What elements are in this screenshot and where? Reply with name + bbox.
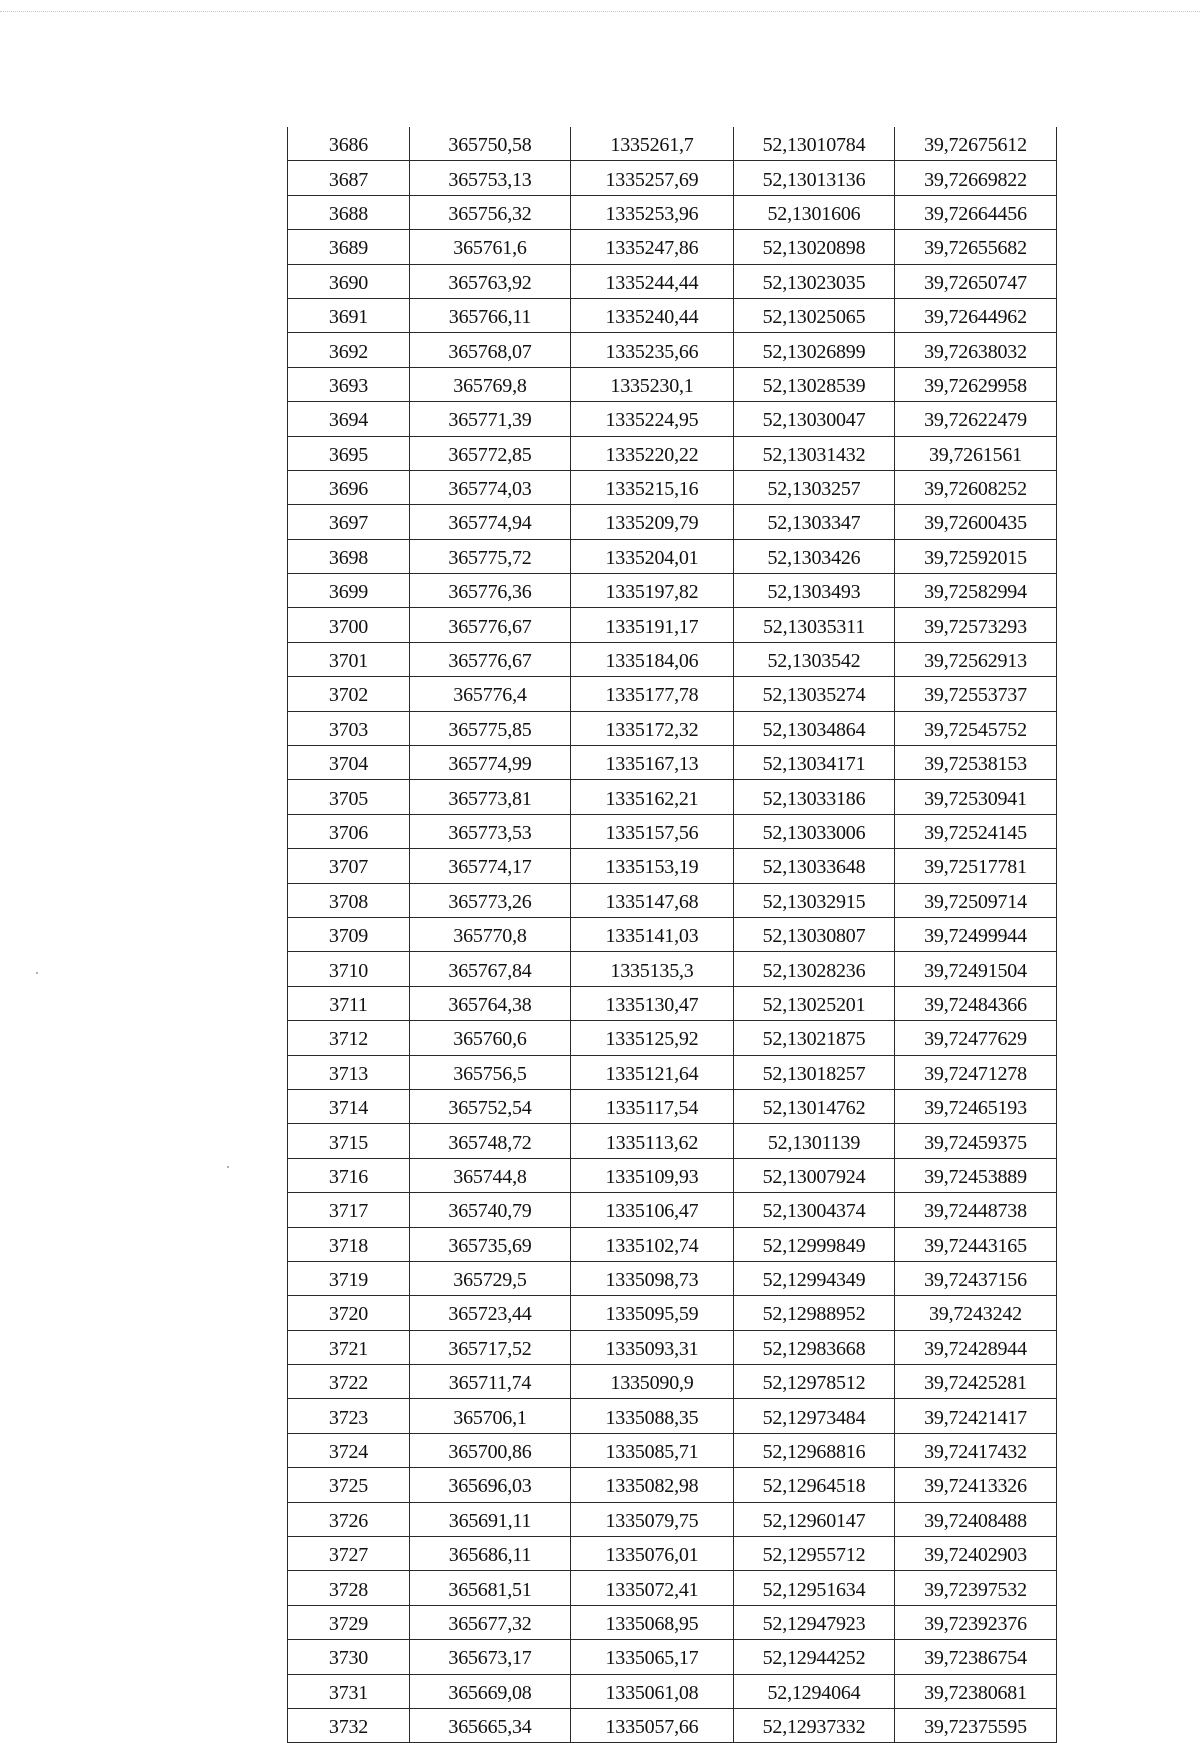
latitude-cell: 52,1301606 [734, 195, 895, 229]
longitude-cell: 39,72392376 [895, 1605, 1057, 1639]
point-number-cell: 3694 [288, 402, 410, 436]
latitude-cell: 52,12983668 [734, 1330, 895, 1364]
table-row [288, 986, 1057, 1020]
y-coordinate-cell: 1335177,78 [571, 677, 734, 711]
table-row [288, 1433, 1057, 1467]
x-coordinate-cell: 365748,72 [410, 1124, 571, 1158]
longitude-cell: 39,72397532 [895, 1571, 1057, 1605]
longitude-cell: 39,72421417 [895, 1399, 1057, 1433]
table-row [288, 264, 1057, 298]
latitude-cell: 52,13025201 [734, 986, 895, 1020]
point-number-cell: 3687 [288, 161, 410, 195]
point-number-cell: 3728 [288, 1571, 410, 1605]
latitude-cell: 52,13010784 [734, 127, 895, 161]
latitude-cell: 52,13034864 [734, 711, 895, 745]
longitude-cell: 39,72413326 [895, 1468, 1057, 1502]
point-number-cell: 3726 [288, 1502, 410, 1536]
x-coordinate-cell: 365696,03 [410, 1468, 571, 1502]
x-coordinate-cell: 365771,39 [410, 402, 571, 436]
latitude-cell: 52,1303493 [734, 574, 895, 608]
longitude-cell: 39,72443165 [895, 1227, 1057, 1261]
x-coordinate-cell: 365665,34 [410, 1708, 571, 1742]
point-number-cell: 3701 [288, 642, 410, 676]
coordinates-table-body [288, 127, 1057, 1743]
y-coordinate-cell: 1335197,82 [571, 574, 734, 608]
y-coordinate-cell: 1335068,95 [571, 1605, 734, 1639]
latitude-cell: 52,12955712 [734, 1537, 895, 1571]
y-coordinate-cell: 1335057,66 [571, 1708, 734, 1742]
x-coordinate-cell: 365768,07 [410, 333, 571, 367]
point-number-cell: 3711 [288, 986, 410, 1020]
latitude-cell: 52,12994349 [734, 1261, 895, 1295]
table-row [288, 230, 1057, 264]
longitude-cell: 39,72675612 [895, 127, 1057, 161]
point-number-cell: 3721 [288, 1330, 410, 1364]
longitude-cell: 39,72499944 [895, 917, 1057, 951]
table-row [288, 780, 1057, 814]
table-row [288, 1261, 1057, 1295]
table-row [288, 608, 1057, 642]
table-row [288, 711, 1057, 745]
point-number-cell: 3686 [288, 127, 410, 161]
y-coordinate-cell: 1335209,79 [571, 505, 734, 539]
point-number-cell: 3719 [288, 1261, 410, 1295]
y-coordinate-cell: 1335130,47 [571, 986, 734, 1020]
point-number-cell: 3692 [288, 333, 410, 367]
latitude-cell: 52,13031432 [734, 436, 895, 470]
latitude-cell: 52,13030047 [734, 402, 895, 436]
table-row [288, 436, 1057, 470]
x-coordinate-cell: 365767,84 [410, 952, 571, 986]
latitude-cell: 52,13021875 [734, 1021, 895, 1055]
latitude-cell: 52,13035311 [734, 608, 895, 642]
x-coordinate-cell: 365681,51 [410, 1571, 571, 1605]
longitude-cell: 39,72608252 [895, 470, 1057, 504]
table-row [288, 298, 1057, 332]
x-coordinate-cell: 365772,85 [410, 436, 571, 470]
point-number-cell: 3688 [288, 195, 410, 229]
latitude-cell: 52,12960147 [734, 1502, 895, 1536]
longitude-cell: 39,72622479 [895, 402, 1057, 436]
longitude-cell: 39,72386754 [895, 1640, 1057, 1674]
point-number-cell: 3705 [288, 780, 410, 814]
longitude-cell: 39,72582994 [895, 574, 1057, 608]
x-coordinate-cell: 365673,17 [410, 1640, 571, 1674]
latitude-cell: 52,1301139 [734, 1124, 895, 1158]
latitude-cell: 52,13025065 [734, 298, 895, 332]
table-row [288, 1227, 1057, 1261]
x-coordinate-cell: 365775,85 [410, 711, 571, 745]
latitude-cell: 52,13034171 [734, 746, 895, 780]
x-coordinate-cell: 365711,74 [410, 1365, 571, 1399]
latitude-cell: 52,12947923 [734, 1605, 895, 1639]
latitude-cell: 52,12978512 [734, 1365, 895, 1399]
x-coordinate-cell: 365774,99 [410, 746, 571, 780]
point-number-cell: 3729 [288, 1605, 410, 1639]
y-coordinate-cell: 1335072,41 [571, 1571, 734, 1605]
latitude-cell: 52,12944252 [734, 1640, 895, 1674]
point-number-cell: 3690 [288, 264, 410, 298]
latitude-cell: 52,13020898 [734, 230, 895, 264]
x-coordinate-cell: 365761,6 [410, 230, 571, 264]
longitude-cell: 39,72600435 [895, 505, 1057, 539]
x-coordinate-cell: 365744,8 [410, 1158, 571, 1192]
longitude-cell: 39,72428944 [895, 1330, 1057, 1364]
longitude-cell: 39,72417432 [895, 1433, 1057, 1467]
x-coordinate-cell: 365740,79 [410, 1193, 571, 1227]
y-coordinate-cell: 1335135,3 [571, 952, 734, 986]
x-coordinate-cell: 365735,69 [410, 1227, 571, 1261]
latitude-cell: 52,12951634 [734, 1571, 895, 1605]
x-coordinate-cell: 365756,5 [410, 1055, 571, 1089]
longitude-cell: 39,72491504 [895, 952, 1057, 986]
table-row [288, 1571, 1057, 1605]
y-coordinate-cell: 1335235,66 [571, 333, 734, 367]
point-number-cell: 3727 [288, 1537, 410, 1571]
latitude-cell: 52,1303257 [734, 470, 895, 504]
longitude-cell: 39,72517781 [895, 849, 1057, 883]
longitude-cell: 39,72545752 [895, 711, 1057, 745]
table-row [288, 539, 1057, 573]
latitude-cell: 52,13018257 [734, 1055, 895, 1089]
latitude-cell: 52,13007924 [734, 1158, 895, 1192]
x-coordinate-cell: 365752,54 [410, 1089, 571, 1123]
y-coordinate-cell: 1335184,06 [571, 642, 734, 676]
point-number-cell: 3714 [288, 1089, 410, 1123]
longitude-cell: 39,72459375 [895, 1124, 1057, 1158]
longitude-cell: 39,72664456 [895, 195, 1057, 229]
x-coordinate-cell: 365753,13 [410, 161, 571, 195]
point-number-cell: 3707 [288, 849, 410, 883]
longitude-cell: 39,72592015 [895, 539, 1057, 573]
table-row [288, 470, 1057, 504]
latitude-cell: 52,13004374 [734, 1193, 895, 1227]
table-row [288, 746, 1057, 780]
x-coordinate-cell: 365729,5 [410, 1261, 571, 1295]
table-row [288, 367, 1057, 401]
longitude-cell: 39,72655682 [895, 230, 1057, 264]
x-coordinate-cell: 365774,03 [410, 470, 571, 504]
longitude-cell: 39,72650747 [895, 264, 1057, 298]
point-number-cell: 3716 [288, 1158, 410, 1192]
latitude-cell: 52,12937332 [734, 1708, 895, 1742]
longitude-cell: 39,72453889 [895, 1158, 1057, 1192]
y-coordinate-cell: 1335247,86 [571, 230, 734, 264]
y-coordinate-cell: 1335204,01 [571, 539, 734, 573]
latitude-cell: 52,13028539 [734, 367, 895, 401]
point-number-cell: 3697 [288, 505, 410, 539]
point-number-cell: 3731 [288, 1674, 410, 1708]
table-row [288, 1330, 1057, 1364]
latitude-cell: 52,13028236 [734, 952, 895, 986]
table-row [288, 333, 1057, 367]
longitude-cell: 39,7261561 [895, 436, 1057, 470]
x-coordinate-cell: 365775,72 [410, 539, 571, 573]
y-coordinate-cell: 1335261,7 [571, 127, 734, 161]
point-number-cell: 3695 [288, 436, 410, 470]
latitude-cell: 52,1303347 [734, 505, 895, 539]
longitude-cell: 39,72573293 [895, 608, 1057, 642]
point-number-cell: 3691 [288, 298, 410, 332]
point-number-cell: 3698 [288, 539, 410, 573]
latitude-cell: 52,12973484 [734, 1399, 895, 1433]
x-coordinate-cell: 365769,8 [410, 367, 571, 401]
y-coordinate-cell: 1335253,96 [571, 195, 734, 229]
x-coordinate-cell: 365776,67 [410, 608, 571, 642]
y-coordinate-cell: 1335095,59 [571, 1296, 734, 1330]
table-row [288, 1640, 1057, 1674]
y-coordinate-cell: 1335065,17 [571, 1640, 734, 1674]
table-row [288, 195, 1057, 229]
y-coordinate-cell: 1335117,54 [571, 1089, 734, 1123]
y-coordinate-cell: 1335061,08 [571, 1674, 734, 1708]
table-row [288, 1193, 1057, 1227]
y-coordinate-cell: 1335167,13 [571, 746, 734, 780]
table-row [288, 917, 1057, 951]
latitude-cell: 52,12999849 [734, 1227, 895, 1261]
point-number-cell: 3724 [288, 1433, 410, 1467]
point-number-cell: 3715 [288, 1124, 410, 1158]
longitude-cell: 39,72669822 [895, 161, 1057, 195]
x-coordinate-cell: 365774,17 [410, 849, 571, 883]
table-row [288, 1674, 1057, 1708]
x-coordinate-cell: 365774,94 [410, 505, 571, 539]
point-number-cell: 3708 [288, 883, 410, 917]
point-number-cell: 3696 [288, 470, 410, 504]
table-row [288, 642, 1057, 676]
x-coordinate-cell: 365691,11 [410, 1502, 571, 1536]
y-coordinate-cell: 1335244,44 [571, 264, 734, 298]
x-coordinate-cell: 365756,32 [410, 195, 571, 229]
point-number-cell: 3723 [288, 1399, 410, 1433]
point-number-cell: 3718 [288, 1227, 410, 1261]
point-number-cell: 3710 [288, 952, 410, 986]
y-coordinate-cell: 1335121,64 [571, 1055, 734, 1089]
point-number-cell: 3704 [288, 746, 410, 780]
y-coordinate-cell: 1335240,44 [571, 298, 734, 332]
y-coordinate-cell: 1335076,01 [571, 1537, 734, 1571]
y-coordinate-cell: 1335125,92 [571, 1021, 734, 1055]
table-row [288, 1124, 1057, 1158]
x-coordinate-cell: 365773,81 [410, 780, 571, 814]
x-coordinate-cell: 365723,44 [410, 1296, 571, 1330]
y-coordinate-cell: 1335220,22 [571, 436, 734, 470]
point-number-cell: 3703 [288, 711, 410, 745]
latitude-cell: 52,13033186 [734, 780, 895, 814]
latitude-cell: 52,13033006 [734, 814, 895, 848]
point-number-cell: 3693 [288, 367, 410, 401]
y-coordinate-cell: 1335147,68 [571, 883, 734, 917]
point-number-cell: 3709 [288, 917, 410, 951]
point-number-cell: 3730 [288, 1640, 410, 1674]
table-row [288, 402, 1057, 436]
x-coordinate-cell: 365677,32 [410, 1605, 571, 1639]
table-row [288, 1399, 1057, 1433]
coordinates-table [287, 127, 1057, 1743]
latitude-cell: 52,1303426 [734, 539, 895, 573]
table-row [288, 1021, 1057, 1055]
longitude-cell: 39,72553737 [895, 677, 1057, 711]
y-coordinate-cell: 1335257,69 [571, 161, 734, 195]
latitude-cell: 52,13030807 [734, 917, 895, 951]
table-row [288, 574, 1057, 608]
point-number-cell: 3717 [288, 1193, 410, 1227]
y-coordinate-cell: 1335106,47 [571, 1193, 734, 1227]
latitude-cell: 52,13032915 [734, 883, 895, 917]
y-coordinate-cell: 1335109,93 [571, 1158, 734, 1192]
x-coordinate-cell: 365764,38 [410, 986, 571, 1020]
table-row [288, 1055, 1057, 1089]
point-number-cell: 3712 [288, 1021, 410, 1055]
y-coordinate-cell: 1335079,75 [571, 1502, 734, 1536]
longitude-cell: 39,72465193 [895, 1089, 1057, 1123]
x-coordinate-cell: 365776,4 [410, 677, 571, 711]
point-number-cell: 3689 [288, 230, 410, 264]
point-number-cell: 3725 [288, 1468, 410, 1502]
latitude-cell: 52,13026899 [734, 333, 895, 367]
latitude-cell: 52,13033648 [734, 849, 895, 883]
longitude-cell: 39,7243242 [895, 1296, 1057, 1330]
table-row [288, 1708, 1057, 1742]
longitude-cell: 39,72644962 [895, 298, 1057, 332]
table-row [288, 883, 1057, 917]
x-coordinate-cell: 365773,53 [410, 814, 571, 848]
x-coordinate-cell: 365773,26 [410, 883, 571, 917]
latitude-cell: 52,1294064 [734, 1674, 895, 1708]
x-coordinate-cell: 365776,67 [410, 642, 571, 676]
longitude-cell: 39,72408488 [895, 1502, 1057, 1536]
y-coordinate-cell: 1335157,56 [571, 814, 734, 848]
y-coordinate-cell: 1335191,17 [571, 608, 734, 642]
point-number-cell: 3706 [288, 814, 410, 848]
y-coordinate-cell: 1335230,1 [571, 367, 734, 401]
table-row [288, 1502, 1057, 1536]
latitude-cell: 52,1303542 [734, 642, 895, 676]
scan-speck [36, 972, 38, 974]
x-coordinate-cell: 365669,08 [410, 1674, 571, 1708]
table-row [288, 161, 1057, 195]
y-coordinate-cell: 1335224,95 [571, 402, 734, 436]
point-number-cell: 3720 [288, 1296, 410, 1330]
y-coordinate-cell: 1335113,62 [571, 1124, 734, 1158]
latitude-cell: 52,13014762 [734, 1089, 895, 1123]
table-row [288, 677, 1057, 711]
table-row [288, 1468, 1057, 1502]
longitude-cell: 39,72629958 [895, 367, 1057, 401]
x-coordinate-cell: 365760,6 [410, 1021, 571, 1055]
x-coordinate-cell: 365717,52 [410, 1330, 571, 1364]
table-row [288, 505, 1057, 539]
longitude-cell: 39,72484366 [895, 986, 1057, 1020]
latitude-cell: 52,13035274 [734, 677, 895, 711]
point-number-cell: 3700 [288, 608, 410, 642]
scan-top-edge [0, 11, 1200, 12]
y-coordinate-cell: 1335085,71 [571, 1433, 734, 1467]
y-coordinate-cell: 1335172,32 [571, 711, 734, 745]
y-coordinate-cell: 1335082,98 [571, 1468, 734, 1502]
x-coordinate-cell: 365706,1 [410, 1399, 571, 1433]
x-coordinate-cell: 365750,58 [410, 127, 571, 161]
y-coordinate-cell: 1335141,03 [571, 917, 734, 951]
table-row [288, 952, 1057, 986]
longitude-cell: 39,72380681 [895, 1674, 1057, 1708]
x-coordinate-cell: 365700,86 [410, 1433, 571, 1467]
latitude-cell: 52,12968816 [734, 1433, 895, 1467]
latitude-cell: 52,12964518 [734, 1468, 895, 1502]
longitude-cell: 39,72530941 [895, 780, 1057, 814]
x-coordinate-cell: 365770,8 [410, 917, 571, 951]
longitude-cell: 39,72402903 [895, 1537, 1057, 1571]
x-coordinate-cell: 365763,92 [410, 264, 571, 298]
longitude-cell: 39,72524145 [895, 814, 1057, 848]
longitude-cell: 39,72375595 [895, 1708, 1057, 1742]
table-row [288, 1365, 1057, 1399]
longitude-cell: 39,72437156 [895, 1261, 1057, 1295]
table-row [288, 849, 1057, 883]
y-coordinate-cell: 1335162,21 [571, 780, 734, 814]
table-row [288, 127, 1057, 161]
longitude-cell: 39,72509714 [895, 883, 1057, 917]
point-number-cell: 3722 [288, 1365, 410, 1399]
longitude-cell: 39,72448738 [895, 1193, 1057, 1227]
y-coordinate-cell: 1335153,19 [571, 849, 734, 883]
longitude-cell: 39,72638032 [895, 333, 1057, 367]
y-coordinate-cell: 1335215,16 [571, 470, 734, 504]
table-row [288, 1158, 1057, 1192]
point-number-cell: 3702 [288, 677, 410, 711]
table-row [288, 1605, 1057, 1639]
table-row [288, 1537, 1057, 1571]
latitude-cell: 52,13013136 [734, 161, 895, 195]
y-coordinate-cell: 1335088,35 [571, 1399, 734, 1433]
longitude-cell: 39,72477629 [895, 1021, 1057, 1055]
longitude-cell: 39,72538153 [895, 746, 1057, 780]
latitude-cell: 52,12988952 [734, 1296, 895, 1330]
latitude-cell: 52,13023035 [734, 264, 895, 298]
y-coordinate-cell: 1335098,73 [571, 1261, 734, 1295]
longitude-cell: 39,72471278 [895, 1055, 1057, 1089]
longitude-cell: 39,72425281 [895, 1365, 1057, 1399]
point-number-cell: 3699 [288, 574, 410, 608]
x-coordinate-cell: 365766,11 [410, 298, 571, 332]
table-row [288, 1089, 1057, 1123]
point-number-cell: 3713 [288, 1055, 410, 1089]
y-coordinate-cell: 1335102,74 [571, 1227, 734, 1261]
point-number-cell: 3732 [288, 1708, 410, 1742]
y-coordinate-cell: 1335090,9 [571, 1365, 734, 1399]
x-coordinate-cell: 365776,36 [410, 574, 571, 608]
x-coordinate-cell: 365686,11 [410, 1537, 571, 1571]
longitude-cell: 39,72562913 [895, 642, 1057, 676]
table-row [288, 1296, 1057, 1330]
scan-speck [227, 1166, 229, 1168]
y-coordinate-cell: 1335093,31 [571, 1330, 734, 1364]
table-row [288, 814, 1057, 848]
